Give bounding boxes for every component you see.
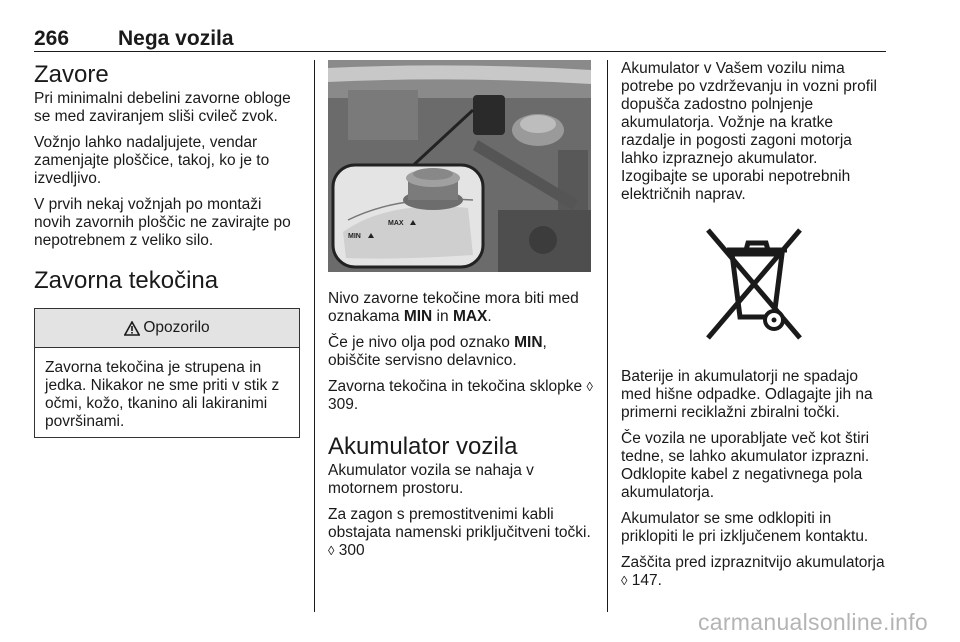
column-divider	[314, 60, 315, 612]
page-header	[34, 27, 886, 51]
page-ref-icon: ◊	[328, 543, 335, 558]
page-ref-link[interactable]: 300	[338, 542, 365, 559]
warning-text: Zavorna tekočina je strupena in jedka. Nikakor ne sme priti v stik z očmi, kožo, tkanino ali lakiranimi površinami.	[45, 359, 280, 430]
warning-label: Opozorilo	[143, 319, 210, 336]
page-number: 266	[34, 27, 70, 50]
warning-header	[35, 309, 299, 348]
column-divider	[607, 60, 608, 612]
paragraph: Če vozila ne uporabljate več kot štiri tedne, se lahko akumulator izprazni. Odklopite kabel z negativnega pola akumulatorja.	[621, 430, 870, 501]
paragraph: Akumulator se sme odklopiti in priklopiti le pri izključenem kontaktu.	[621, 510, 869, 545]
min-mark-label: MIN	[348, 233, 361, 240]
paragraph: Vožnjo lahko nadaljujete, vendar zamenjajte ploščice, takoj, ko je to izvedljivo.	[34, 134, 270, 187]
paragraph: Akumulator vozila se nahaja v motornem prostoru.	[328, 462, 534, 497]
column-left	[34, 60, 300, 438]
column-middle	[328, 60, 594, 568]
warning-body	[35, 348, 299, 437]
section-title-brake-fluid: Zavorna tekočina	[34, 267, 219, 294]
page-ref-link[interactable]: 147.	[631, 572, 662, 589]
brake-fluid-reservoir-photo	[328, 60, 591, 272]
column-right	[621, 60, 887, 598]
paragraph: Za zagon s premostitvenimi kabli obstajata namenski priključitveni točki. ◊ 300	[328, 506, 591, 559]
header-rule	[34, 51, 886, 52]
paragraph: V prvih nekaj vožnjah po montaži novih zavornih ploščic ne zavirajte po nepotrebnem z veliko silo.	[34, 196, 291, 249]
paragraph: Akumulator v Vašem vozilu nima potrebe po vzdrževanju in vozni profil dopušča zadostno polnjenje akumulatorja. Vožnje na kratke razdalje in pogosti zagoni motorja lahko izpraznejo akumulator. Izogibajte se uporabi nepotrebnih električnih naprav.	[621, 60, 877, 203]
page-ref-icon: ◊	[621, 573, 628, 588]
section-title-battery: Akumulator vozila	[328, 433, 518, 460]
page-ref-link[interactable]: 309.	[328, 396, 359, 413]
paragraph: Baterije in akumulatorji ne spadajo med hišne odpadke. Odlagajte jih na primerni reciklažni zbiralni točki.	[621, 368, 873, 421]
page-ref-icon: ◊	[586, 379, 593, 394]
max-mark-label: MAX	[388, 220, 404, 227]
paragraph: Zavorna tekočina in tekočina sklopke ◊ 309.	[328, 378, 593, 413]
watermark: carmanualsonline.info	[697, 609, 928, 635]
paragraph: Zaščita pred izpraznitvijo akumulatorja ◊ 147.	[621, 554, 885, 589]
paragraph: Pri minimalni debelini zavorne obloge se med zaviranjem sliši cvileč zvok.	[34, 90, 291, 125]
paragraph: Nivo zavorne tekočine mora biti med oznakama MIN in MAX.	[328, 290, 579, 325]
warning-triangle-icon	[124, 321, 140, 336]
warning-box	[34, 308, 300, 438]
section-title-brakes: Zavore	[34, 61, 109, 88]
page-title: Nega vozila	[118, 27, 234, 50]
crossed-out-bin-icon	[702, 222, 806, 346]
paragraph: Če je nivo olja pod oznako MIN, obiščite servisno delavnico.	[328, 334, 547, 369]
